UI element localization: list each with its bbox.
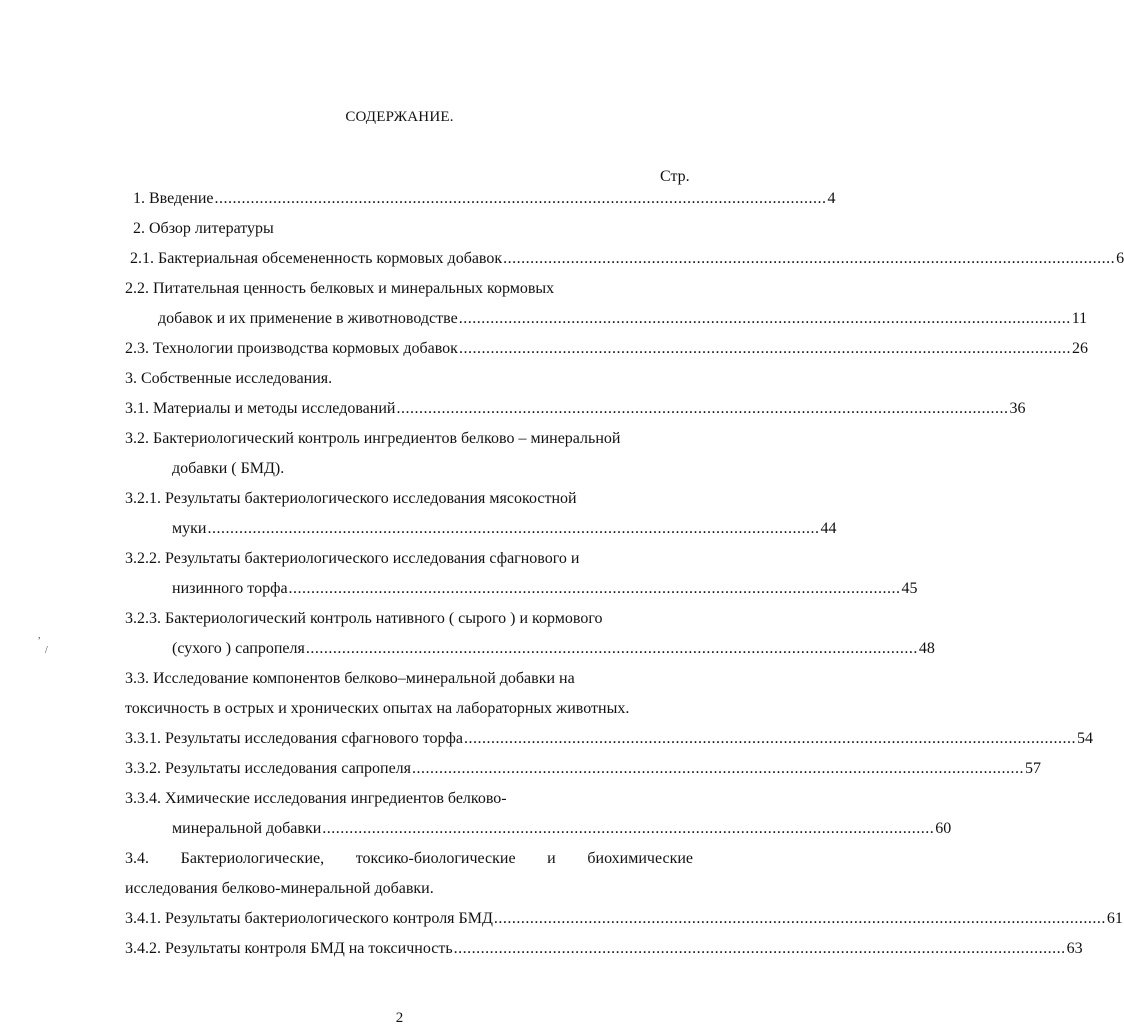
dot-leader: ........................................................................................................................................: [464, 730, 1077, 747]
toc-entry-3-1: [125, 399, 1026, 419]
toc-entry-3-2-3: [172, 639, 935, 659]
toc-entry-text: муки: [172, 520, 207, 537]
page-column-label: Стр.: [660, 168, 690, 185]
toc-entry-page: 54: [1077, 730, 1094, 747]
toc-entry-text: 3.4.2. Результаты контроля БМД на токсичность: [125, 940, 453, 957]
dot-leader: ........................................................................................................................................: [322, 820, 935, 837]
dot-leader: ........................................................................................................................................: [412, 760, 1025, 777]
toc-entry-page: 26: [1071, 340, 1088, 357]
toc-entry-text: 1. Введение: [133, 190, 214, 207]
toc-entry-text: минеральной добавки: [172, 820, 322, 837]
toc-entry-3-2-line2: добавки ( БМД).: [172, 460, 285, 477]
scan-speck: /: [45, 645, 48, 656]
toc-entry-2-2: [158, 309, 1088, 329]
dot-leader: ........................................................................................................................................: [396, 400, 1009, 417]
toc-entry-page: 11: [1071, 310, 1088, 327]
dot-leader: ........................................................................................................................................: [458, 340, 1071, 357]
dot-leader: ........................................................................................................................................: [453, 940, 1066, 957]
scan-speck: ,: [38, 630, 41, 641]
dot-leader: ........................................................................................................................................: [493, 910, 1106, 927]
toc-word: биохимические: [587, 850, 693, 867]
dot-leader: ........................................................................................................................................: [207, 520, 820, 537]
toc-entry-3-3-1: [125, 729, 1094, 749]
toc-entry-page: 60: [935, 820, 952, 837]
toc-entry-text: низинного торфа: [172, 580, 288, 597]
toc-entry-3-2-2: [172, 579, 918, 599]
page-title: СОДЕРЖАНИЕ.: [345, 109, 454, 125]
toc-entry-page: 63: [1066, 940, 1083, 957]
dot-leader: ........................................................................................................................................: [503, 250, 1116, 267]
toc-entry-text: 3.3.2. Результаты исследования сапропеля: [125, 760, 412, 777]
toc-entry-3-4-1: [125, 909, 1123, 929]
toc-entry-3-2-line1: 3.2. Бактериологический контроль ингредиентов белково – минеральной: [125, 430, 621, 447]
toc-entry-3-2-1: [172, 519, 837, 539]
toc-heading-review: 2. Обзор литературы: [133, 220, 274, 237]
toc-entry-3-3-4: [172, 819, 952, 839]
toc-entry-text: (сухого ) сапропеля: [172, 640, 305, 657]
toc-entry-text: 2.1. Бактериальная обсемененность кормовых добавок: [130, 250, 503, 267]
toc-heading-own-research: 3. Собственные исследования.: [125, 370, 333, 387]
toc-entry-3-4-line2: исследования белково-минеральной добавки.: [125, 880, 434, 897]
toc-entry-3-3-line1: 3.3. Исследование компонентов белково–минеральной добавки на: [125, 670, 575, 687]
toc-entry-3-3-2: [125, 759, 1042, 779]
dot-leader: ........................................................................................................................................: [288, 580, 901, 597]
toc-entry-2-3: [125, 339, 1088, 359]
toc-entry-text: 3.4.1. Результаты бактериологического контроля БМД: [125, 910, 493, 927]
toc-word: 3.4.: [125, 850, 149, 867]
dot-leader: ........................................................................................................................................: [305, 640, 918, 657]
toc-entry-text: 3.1. Материалы и методы исследований: [125, 400, 396, 417]
toc-entry-3-2-2-line1: 3.2.2. Результаты бактериологического исследования сфагнового и: [125, 550, 580, 567]
toc-entry-3-4-line1: [125, 849, 693, 869]
toc-entry-3-3-4-line1: 3.3.4. Химические исследования ингредиентов белково-: [125, 790, 507, 807]
toc-entry-3-4-2: [125, 939, 1083, 959]
toc-entry-3-2-1-line1: 3.2.1. Результаты бактериологического исследования мясокостной: [125, 490, 577, 507]
toc-entry-3-3-line2: токсичность в острых и хронических опытах на лабораторных животных.: [125, 700, 630, 717]
toc-entry-page: 36: [1009, 400, 1026, 417]
toc-word: Бактериологические,: [180, 850, 325, 867]
toc-entry-page: 48: [918, 640, 935, 657]
toc-entry-2-2-line1: 2.2. Питательная ценность белковых и минеральных кормовых: [125, 280, 555, 297]
toc-entry-text: 3.3.1. Результаты исследования сфагнового торфа: [125, 730, 464, 747]
toc-word: токсико-биологические: [355, 850, 516, 867]
dot-leader: ........................................................................................................................................: [214, 190, 827, 207]
toc-entry-2-1: [130, 249, 1124, 269]
toc-entry-page: 61: [1106, 910, 1123, 927]
toc-entry-text: добавок и их применение в животноводстве: [158, 310, 458, 327]
toc-entry-page: 45: [901, 580, 918, 597]
toc-entry-page: 44: [820, 520, 837, 537]
toc-entry-page: 57: [1025, 760, 1042, 777]
page-number: 2: [395, 1010, 404, 1026]
toc-entry-3-2-3-line1: 3.2.3. Бактериологический контроль нативного ( сырого ) и кормового: [125, 610, 603, 627]
toc-entry-text: 2.3. Технологии производства кормовых добавок: [125, 340, 458, 357]
toc-entry-page: 6: [1116, 250, 1124, 267]
toc-word: и: [547, 850, 556, 867]
dot-leader: ........................................................................................................................................: [458, 310, 1071, 327]
toc-entry-intro: [133, 189, 836, 209]
toc-entry-page: 4: [827, 190, 836, 207]
